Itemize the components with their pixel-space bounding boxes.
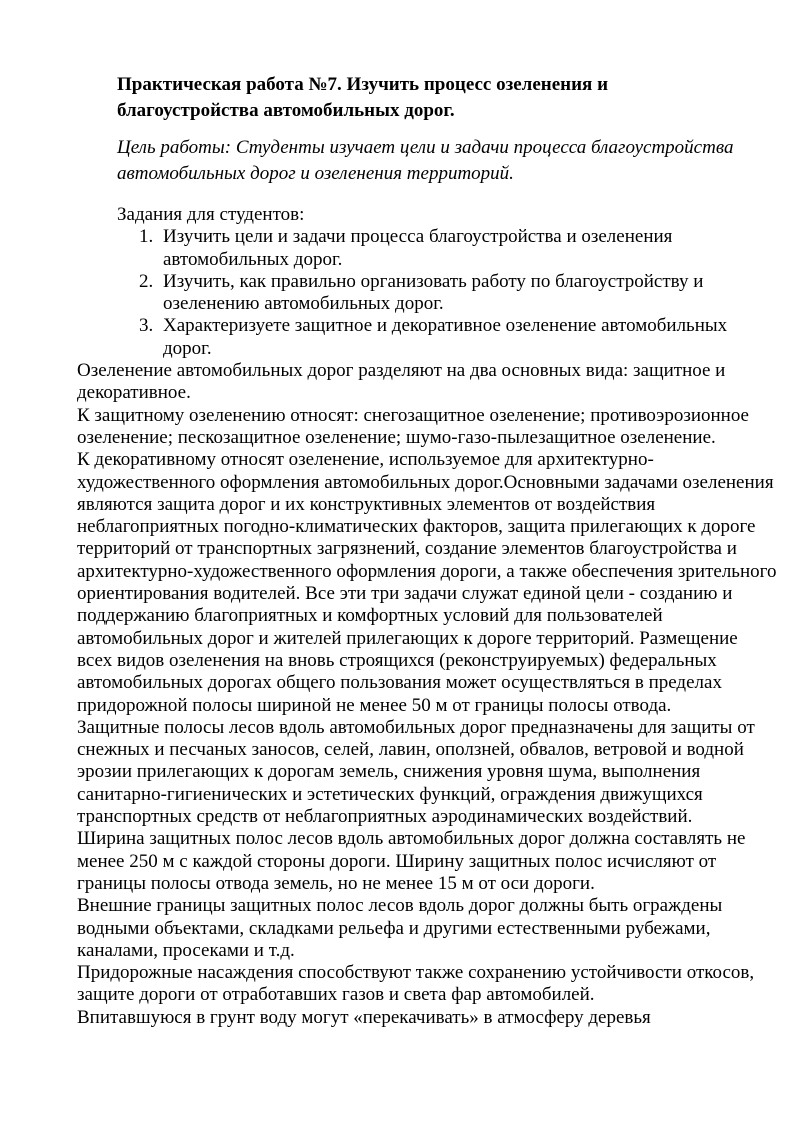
- task-number: 3.: [139, 315, 154, 337]
- task-item: [139, 315, 743, 360]
- paragraph-protective: К защитному озеленению относят: снегозащитное озеленение; противоэрозионное озеленение; пескозащитное озеленение; шумо-газо-пылезащитное озеленение.: [77, 404, 749, 448]
- paragraph-strip-width: Ширина защитных полос лесов вдоль автомобильных дорог должна составлять не менее 250 м с каждой стороны дороги. Ширину защитных полос исчисляют от границы полосы отвода земель, но не менее 15 м от оси дороги.: [77, 828, 746, 894]
- paragraph-forest-strips: Защитные полосы лесов вдоль автомобильных дорог предназначены для защиты от снежных и песчаных заносов, селей, лавин, оползней, обвалов, ветровой и водной эрозии прилегающих к дорогам земель, снижения уровня шума, выполнения санитарно-гигиенических и эстетических функций, ограждения движущихся транспортных средств от неблагоприятных аэродинамических воздействий.: [77, 716, 755, 828]
- paragraph-water-transpiration: Впитавшуюся в грунт воду могут «перекачивать» в атмосферу деревья: [77, 1006, 651, 1028]
- paragraph-types: Озеленение автомобильных дорог разделяют на два основных вида: защитное и декоративное.: [77, 360, 726, 404]
- paragraph-decorative: К декоративному относят озеленение, используемое для архитектурно-художественного оформления автомобильных дорог.Основными задачами озеленения являются защита дорог и их конструктивных элементов от воздействия неблагоприятных погодно-климатических факторов, защита прилегающих к дороге территорий от транспортных загрязнений, создание элементов благоустройства и архитектурно-художественного оформления дороги, а также обеспечения зрительного ориентирования водителей. Все эти три задачи служат единой цели - созданию и поддержанию благоприятных и комфортных условий для пользователей автомобильных дорог и жителей прилегающих к дороге территорий. Размещение всех видов озеленения на вновь строящихся (реконструируемых) федеральных автомобильных дорогах общего пользования может осуществляться в пределах придорожной полосы шириной не менее 50 м от границы полосы отвода.: [77, 449, 777, 716]
- task-item: [139, 226, 743, 271]
- task-number: 2.: [139, 270, 154, 292]
- tasks-heading: Задания для студентов:: [117, 204, 305, 225]
- body-text: [77, 360, 777, 1029]
- task-text: Характеризуете защитное и декоративное озеленение автомобильных дорог.: [163, 315, 728, 359]
- document-title: Практическая работа №7. Изучить процесс озеленения и благоустройства автомобильных дорог.: [117, 74, 609, 121]
- paragraph-slope-stability: Придорожные насаждения способствуют также сохранению устойчивости откосов, защите дороги от отработавших газов и света фар автомобилей.: [77, 962, 755, 1006]
- task-text: Изучить, как правильно организовать работу по благоустройству и озеленению автомобильных дорог.: [163, 270, 704, 315]
- task-number: 1.: [139, 226, 154, 248]
- task-list: [77, 226, 777, 360]
- work-goal: Цель работы: Студенты изучает цели и задачи процесса благоустройства автомобильных дорог и озеленения территорий.: [117, 137, 734, 184]
- document-page: [77, 72, 777, 1029]
- task-text: Изучить цели и задачи процесса благоустройства и озеленения автомобильных дорог.: [163, 226, 673, 270]
- paragraph-outer-borders: Внешние границы защитных полос лесов вдоль дорог должны быть ограждены водными объектами, складками рельефа и другими естественными рубежами, каналами, просеками и т.д.: [77, 895, 723, 961]
- task-item: [139, 270, 743, 316]
